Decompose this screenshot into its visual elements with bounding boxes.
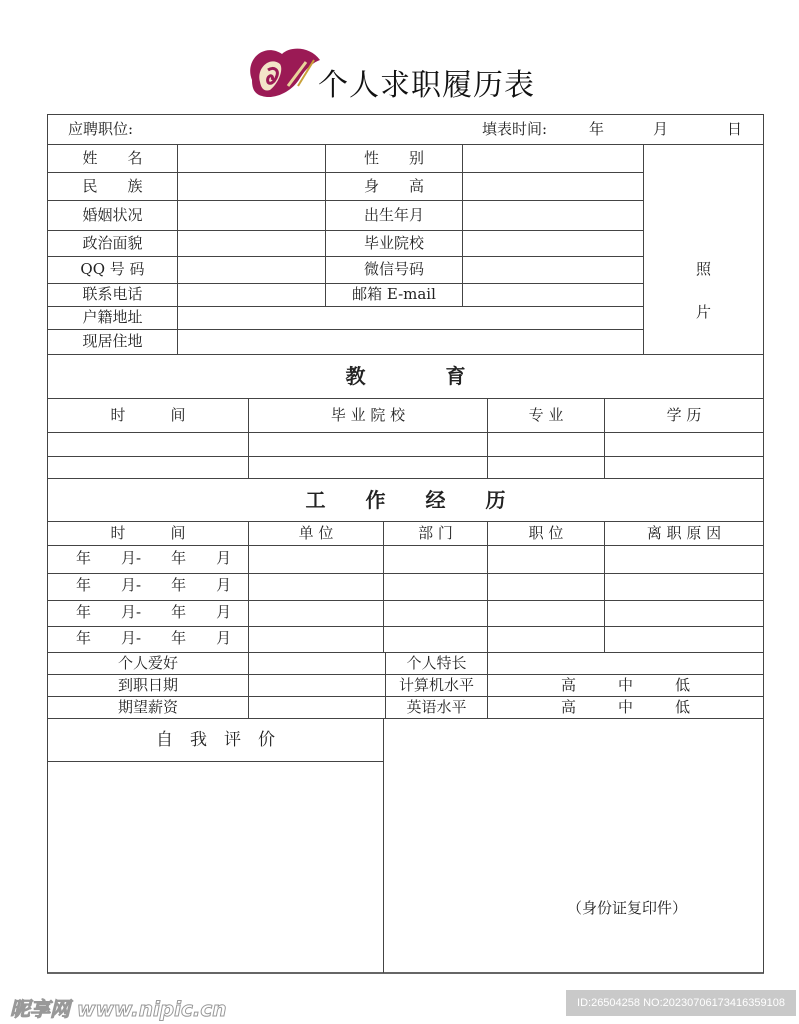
- education-section-title: 教 育: [345, 364, 466, 388]
- label-marital: 婚姻状况: [82, 206, 143, 224]
- photo-label-1: 照: [695, 260, 711, 278]
- label-start-date: 到职日期: [117, 676, 178, 694]
- start-date-field[interactable]: [249, 675, 385, 696]
- marital-field[interactable]: [178, 201, 325, 230]
- year-label: 年: [589, 120, 605, 138]
- label-hukou-address: 户籍地址: [82, 308, 143, 326]
- birth-field[interactable]: [463, 201, 643, 230]
- work-header-position: 职 位: [528, 524, 564, 542]
- work-header-reason: 离 职 原 因: [646, 524, 722, 542]
- id-copy-label: （身份证复印件）: [567, 899, 688, 917]
- label-hobby: 个人爱好: [117, 654, 178, 672]
- work-header-time: 时 间: [110, 524, 186, 542]
- gender-field[interactable]: [463, 145, 643, 172]
- ethnicity-field[interactable]: [178, 173, 325, 200]
- english-level-low[interactable]: 低: [675, 698, 691, 716]
- edu-header-degree: 学 历: [666, 406, 702, 424]
- label-name: 姓 名: [82, 149, 143, 167]
- english-level-high[interactable]: 高: [561, 698, 577, 716]
- label-email: 邮箱 E-mail: [352, 285, 436, 303]
- label-wechat: 微信号码: [363, 260, 424, 278]
- label-specialty: 个人特长: [406, 654, 467, 672]
- specialty-field[interactable]: [488, 653, 763, 674]
- label-school: 毕业院校: [363, 234, 424, 252]
- current-address-field[interactable]: [178, 330, 643, 354]
- position-label: 应聘职位:: [68, 120, 134, 138]
- label-birth: 出生年月: [363, 206, 424, 224]
- month-label: 月: [653, 120, 669, 138]
- label-current-address: 现居住地: [82, 332, 143, 350]
- label-ethnicity: 民 族: [82, 177, 143, 195]
- self-eval-field[interactable]: [48, 762, 383, 972]
- work-row[interactable]: [249, 627, 763, 652]
- english-level-mid[interactable]: 中: [618, 698, 634, 716]
- edu-row[interactable]: [48, 433, 763, 456]
- work-header-company: 单 位: [298, 524, 334, 542]
- phone-field[interactable]: [178, 284, 325, 306]
- edu-header-major: 专 业: [528, 406, 564, 424]
- wechat-field[interactable]: [463, 257, 643, 283]
- label-qq: QQ 号 码: [80, 260, 145, 278]
- computer-level-high[interactable]: 高: [561, 676, 577, 694]
- label-phone: 联系电话: [82, 285, 143, 303]
- work-row[interactable]: [249, 546, 763, 573]
- qq-field[interactable]: [178, 257, 325, 283]
- school-field[interactable]: [463, 231, 643, 256]
- self-eval-title: 自 我 评 价: [156, 730, 275, 750]
- hobby-field[interactable]: [249, 653, 385, 674]
- work-period: 年 月- 年 月: [76, 629, 232, 647]
- computer-level-mid[interactable]: 中: [618, 676, 634, 694]
- day-label: 日: [727, 120, 743, 138]
- watermark-logo: 昵享网 www.nipic.cn: [10, 997, 227, 1021]
- email-field[interactable]: [463, 284, 643, 306]
- name-field[interactable]: [178, 145, 325, 172]
- computer-level-low[interactable]: 低: [675, 676, 691, 694]
- label-gender: 性 别: [363, 149, 424, 167]
- page-title: 个人求职履历表: [318, 68, 535, 103]
- label-political: 政治面貌: [82, 234, 143, 252]
- label-salary: 期望薪资: [117, 698, 178, 716]
- work-period: 年 月- 年 月: [76, 549, 232, 567]
- label-computer-level: 计算机水平: [398, 676, 474, 694]
- work-section-title: 工 作 经 历: [305, 488, 506, 512]
- work-row[interactable]: [249, 601, 763, 626]
- work-row[interactable]: [249, 574, 763, 600]
- watermark-id: ID:26504258 NO:20230706173416359108: [566, 990, 796, 1016]
- political-field[interactable]: [178, 231, 325, 256]
- fill-date-label: 填表时间:: [482, 120, 548, 138]
- label-height: 身 高: [363, 177, 424, 195]
- hukou-address-field[interactable]: [178, 307, 643, 329]
- edu-row[interactable]: [48, 457, 763, 478]
- work-period: 年 月- 年 月: [76, 603, 232, 621]
- position-field[interactable]: [145, 116, 465, 142]
- photo-label-2: 片: [695, 303, 711, 321]
- salary-field[interactable]: [249, 697, 385, 718]
- logo-icon: [244, 40, 324, 102]
- id-copy-box[interactable]: [384, 719, 763, 972]
- edu-header-school: 毕 业 院 校: [330, 406, 406, 424]
- photo-box[interactable]: [644, 145, 763, 354]
- work-period: 年 月- 年 月: [76, 576, 232, 594]
- work-header-dept: 部 门: [418, 524, 453, 542]
- label-english-level: 英语水平: [406, 698, 467, 716]
- edu-header-time: 时 间: [110, 406, 186, 424]
- height-field[interactable]: [463, 173, 643, 200]
